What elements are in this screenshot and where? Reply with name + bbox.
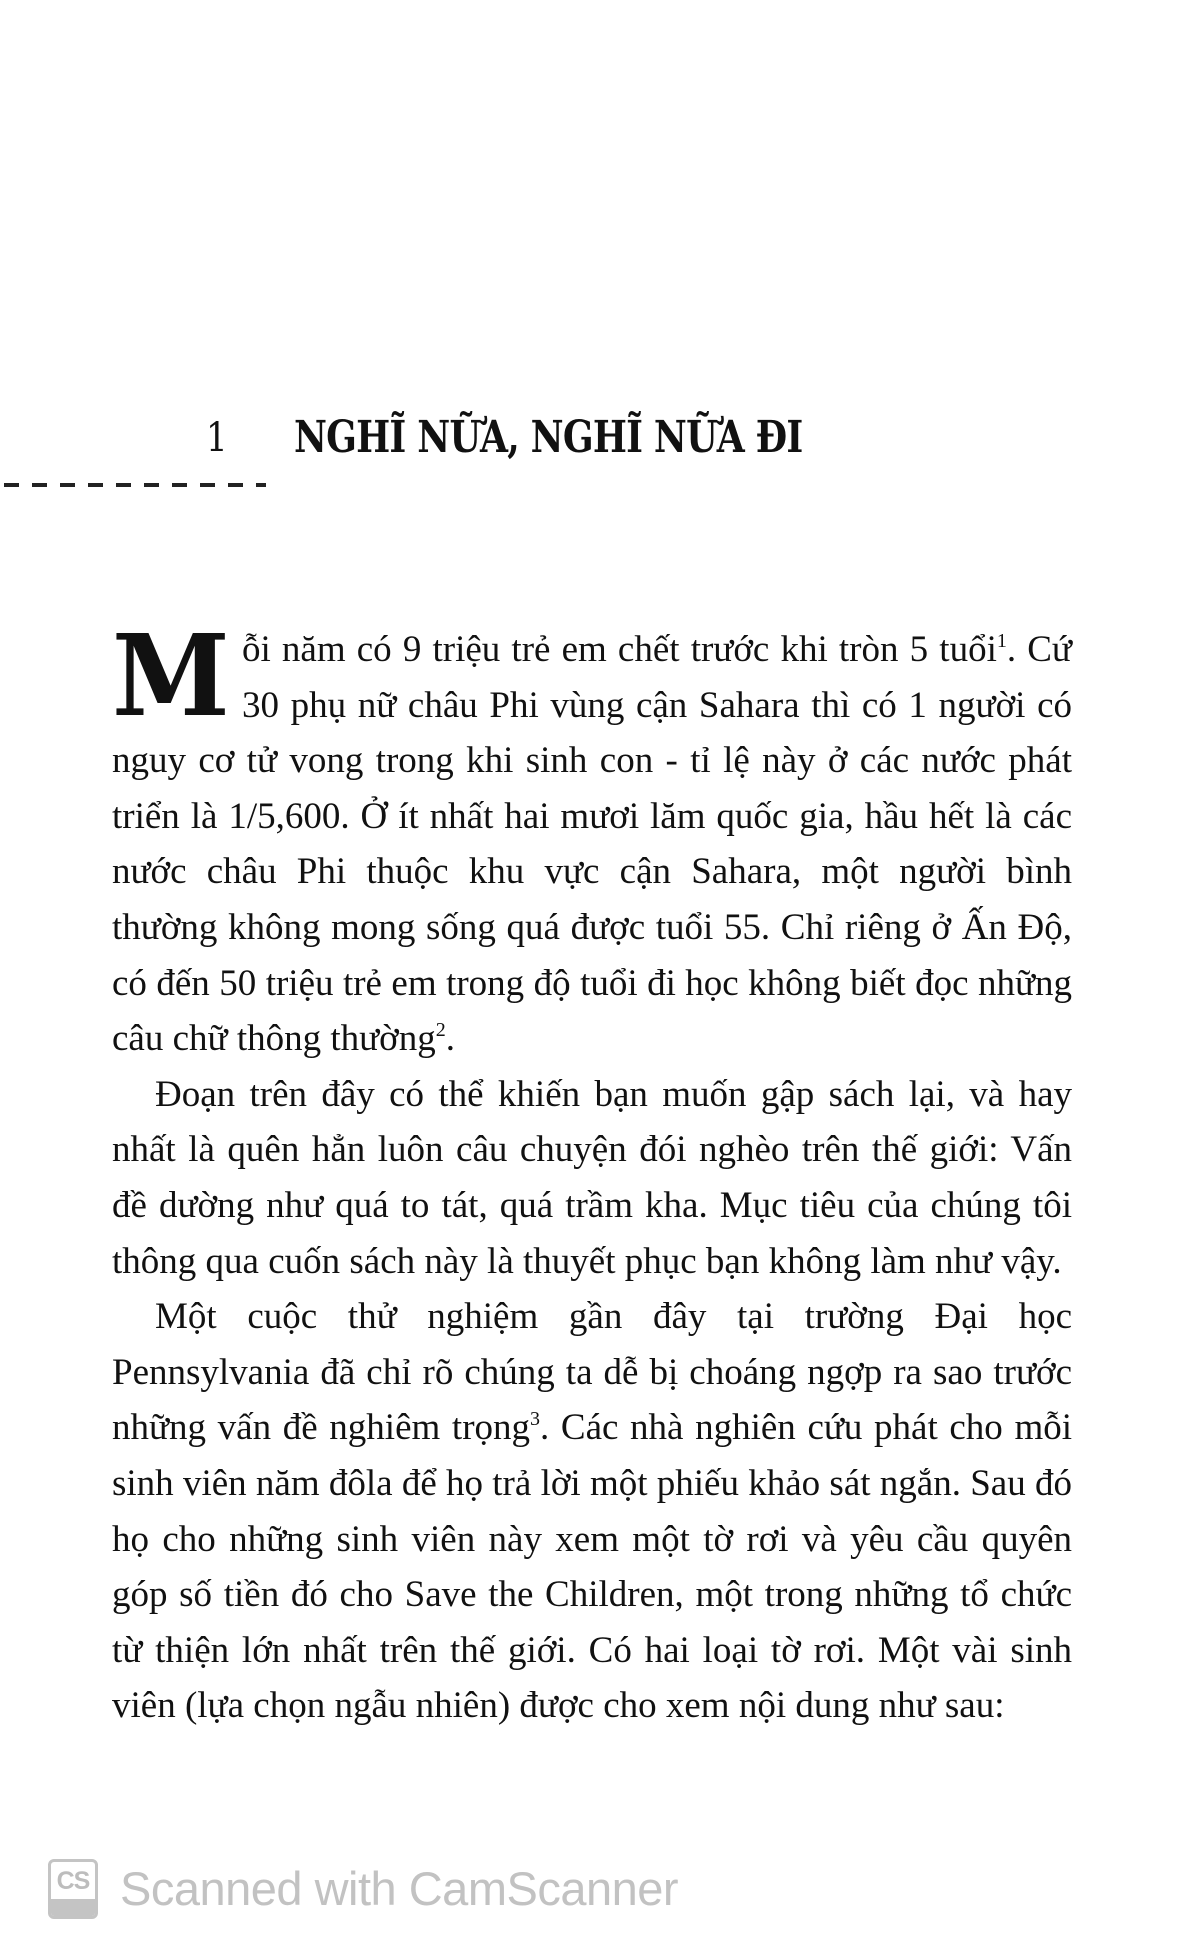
- paragraph-1: [112, 611, 1072, 1067]
- chapter-body: [112, 611, 1072, 1734]
- paragraph-text: Một cuộc thử nghiệm gần đây tại trường Đại học Pennsylvania đã chỉ rõ chúng ta dễ bị choáng ngợp ra sao trước những vấn đề nghiêm trọng: [112, 1296, 1072, 1449]
- camscanner-logo-label: CS: [56, 1867, 90, 1895]
- paragraph-3: [112, 1289, 1072, 1734]
- drop-cap: M: [112, 611, 230, 742]
- paragraph-text: Đoạn trên đây có thể khiến bạn muốn gập sách lại, và hay nhất là quên hẳn luôn câu chuyện đói nghèo trên thế giới: Vấn đề dường như quá to tát, quá trầm kha. Mục tiêu của chúng tôi thông qua cuốn sách này là thuyết phục bạn không làm như vậy.: [112, 1073, 1072, 1282]
- camscanner-logo-bar: [51, 1899, 95, 1916]
- paragraph-text: . Cứ 30 phụ nữ châu Phi vùng cận Sahara thì có 1 người có nguy cơ tử vong trong khi sinh con - tỉ lệ này ở các nước phát triển là 1/5,600. Ở ít nhất hai mươi lăm quốc gia, hầu hết là các nước châu Phi thuộc khu vực cận Sahara, một người bình thường không mong sống quá được tuổi 55. Chỉ riêng ở Ấn Độ, có đến 50 triệu trẻ em trong độ tuổi đi học không biết đọc những câu chữ thông thường: [112, 629, 1072, 1060]
- chapter-number: 1: [206, 415, 228, 461]
- footnote-ref-2: 2: [435, 1019, 446, 1042]
- camscanner-watermark: [48, 1858, 678, 1920]
- paragraph-2: [112, 1067, 1072, 1289]
- chapter-title: NGHĨ NỮA, NGHĨ NỮA ĐI: [294, 412, 803, 463]
- dashed-divider: [0, 483, 266, 487]
- watermark-text: Scanned with CamScanner: [120, 1862, 679, 1915]
- footnote-ref-1: 1: [996, 630, 1007, 652]
- camscanner-logo-icon: [48, 1859, 98, 1919]
- paragraph-text: .: [445, 1018, 455, 1060]
- paragraph-text: . Các nhà nghiên cứu phát cho mỗi sinh viên năm đôla để họ trả lời một phiếu khảo sát ngắn. Sau đó họ cho những sinh viên này xem một tờ rơi và yêu cầu quyên góp số tiền đó cho Save the Children, một trong những tổ chức từ thiện lớn nhất trên thế giới. Có hai loại tờ rơi. Một vài sinh viên (lựa chọn ngẫu nhiên) được cho xem nội dung như sau:: [112, 1407, 1072, 1727]
- paragraph-text: ỗi năm có 9 triệu trẻ em chết trước khi tròn 5 tuổi: [241, 629, 997, 670]
- footnote-ref-3: 3: [530, 1408, 541, 1431]
